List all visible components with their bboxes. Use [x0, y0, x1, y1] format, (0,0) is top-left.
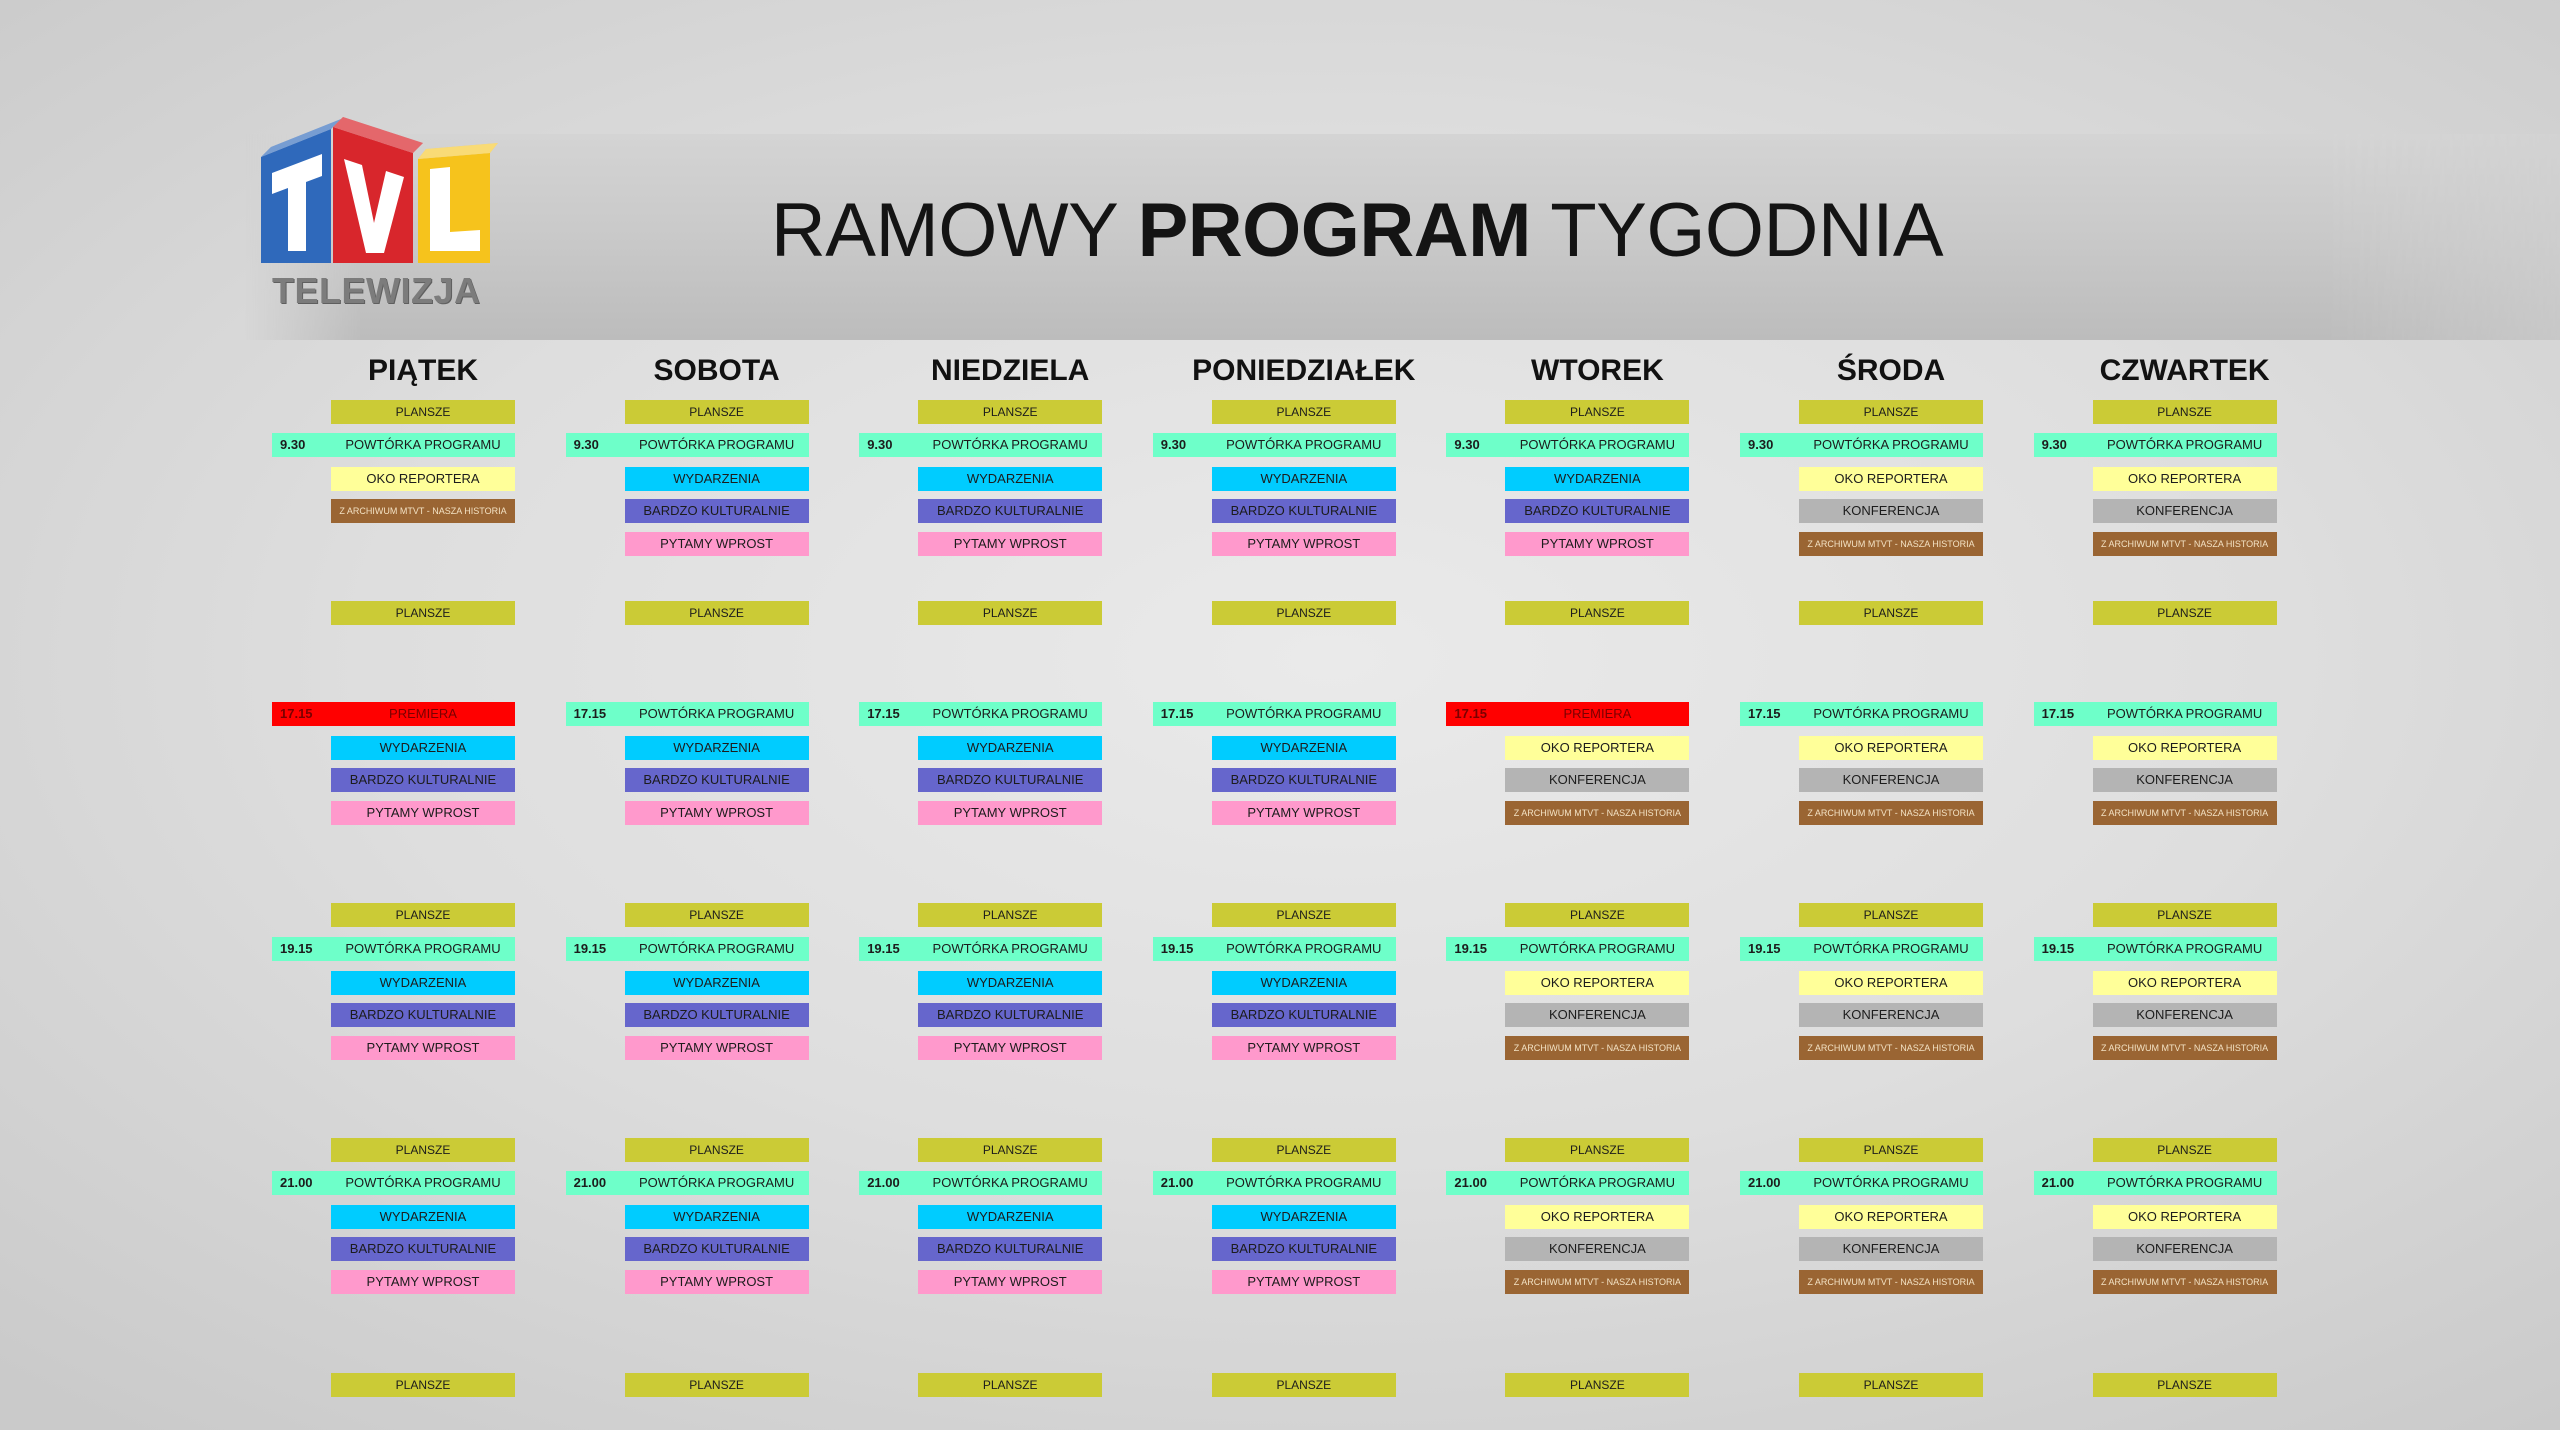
program-item-wydarzenia: WYDARZENIA — [918, 736, 1102, 760]
program-item-konferencja: KONFERENCJA — [1505, 1003, 1689, 1027]
program-item-pytamy: PYTAMY WPROST — [331, 1270, 515, 1294]
program-label: POWTÓRKA PROGRAMU — [638, 941, 795, 956]
program-item-pytamy: PYTAMY WPROST — [625, 1036, 809, 1060]
air-time-label: 21.00 — [1454, 1175, 1487, 1190]
air-time-label: 9.30 — [867, 437, 893, 452]
air-time-label: 9.30 — [280, 437, 306, 452]
program-label: POWTÓRKA PROGRAMU — [932, 1175, 1088, 1190]
plansze-slot: PLANSZE — [918, 1138, 1102, 1162]
program-label: POWTÓRKA PROGRAMU — [2106, 1175, 2263, 1190]
plansze-slot: PLANSZE — [918, 1373, 1102, 1397]
rerun-row — [1740, 1171, 1983, 1195]
program-item-kulturalnie: BARDZO KULTURALNIE — [1505, 499, 1689, 523]
air-time-label: 21.00 — [1160, 1175, 1194, 1190]
air-time-label: 21.00 — [573, 1175, 607, 1190]
plansze-slot: PLANSZE — [1505, 400, 1689, 424]
rerun-row — [272, 433, 515, 457]
program-item-kulturalnie: BARDZO KULTURALNIE — [1212, 1003, 1396, 1027]
plansze-slot: PLANSZE — [331, 400, 515, 424]
program-item-wydarzenia: WYDARZENIA — [331, 971, 515, 995]
program-label: POWTÓRKA PROGRAMU — [932, 706, 1088, 721]
plansze-slot: PLANSZE — [625, 400, 809, 424]
logo-subtitle: TELEWIZJA — [272, 270, 481, 311]
air-time-label: 21.00 — [280, 1175, 313, 1190]
air-time-label: 19.15 — [280, 941, 313, 956]
plansze-slot: PLANSZE — [918, 601, 1102, 625]
rerun-row — [1740, 702, 1983, 726]
program-item-kulturalnie: BARDZO KULTURALNIE — [625, 499, 809, 523]
plansze-slot: PLANSZE — [1505, 601, 1689, 625]
program-item-pytamy: PYTAMY WPROST — [918, 532, 1102, 556]
program-item-wydarzenia: WYDARZENIA — [625, 971, 809, 995]
program-label: POWTÓRKA PROGRAMU — [345, 1175, 501, 1190]
program-label: POWTÓRKA PROGRAMU — [638, 706, 795, 721]
program-item-konferencja: KONFERENCJA — [1505, 1237, 1689, 1261]
program-item-archiwum: Z ARCHIWUM MTVT - NASZA HISTORIA — [1505, 1036, 1689, 1060]
program-item-oko: OKO REPORTERA — [2093, 467, 2277, 491]
plansze-slot: PLANSZE — [1212, 1138, 1396, 1162]
program-item-wydarzenia: WYDARZENIA — [625, 1205, 809, 1229]
program-item-pytamy: PYTAMY WPROST — [1212, 532, 1396, 556]
plansze-slot: PLANSZE — [1212, 1373, 1396, 1397]
day-header: CZWARTEK — [2099, 354, 2270, 387]
program-item-archiwum: Z ARCHIWUM MTVT - NASZA HISTORIA — [1505, 1270, 1689, 1294]
program-label: POWTÓRKA PROGRAMU — [1519, 1175, 1676, 1190]
rerun-row — [566, 433, 809, 457]
plansze-slot: PLANSZE — [1799, 1373, 1983, 1397]
rerun-row — [2034, 702, 2277, 726]
program-item-archiwum: Z ARCHIWUM MTVT - NASZA HISTORIA — [1505, 801, 1689, 825]
premiere-row — [1446, 702, 1689, 726]
air-time-label: 21.00 — [2041, 1175, 2075, 1190]
program-label: POWTÓRKA PROGRAMU — [2106, 437, 2263, 452]
plansze-slot: PLANSZE — [1799, 601, 1983, 625]
program-item-oko: OKO REPORTERA — [1799, 467, 1983, 491]
program-item-pytamy: PYTAMY WPROST — [1212, 801, 1396, 825]
program-label: POWTÓRKA PROGRAMU — [1813, 437, 1969, 452]
program-item-wydarzenia: WYDARZENIA — [625, 736, 809, 760]
day-header: PONIEDZIAŁEK — [1192, 354, 1416, 387]
rerun-row — [566, 702, 809, 726]
program-item-konferencja: KONFERENCJA — [1799, 499, 1983, 523]
air-time-label: 19.15 — [1454, 941, 1487, 956]
program-item-kulturalnie: BARDZO KULTURALNIE — [1212, 1237, 1396, 1261]
program-label: POWTÓRKA PROGRAMU — [1813, 706, 1969, 721]
program-item-wydarzenia: WYDARZENIA — [331, 736, 515, 760]
program-item-kulturalnie: BARDZO KULTURALNIE — [625, 1003, 809, 1027]
rerun-row — [272, 937, 515, 961]
air-time-label: 9.30 — [573, 437, 599, 452]
plansze-slot: PLANSZE — [1212, 601, 1396, 625]
day-header: ŚRODA — [1836, 354, 1946, 387]
program-item-oko: OKO REPORTERA — [1505, 971, 1689, 995]
rerun-row — [2034, 937, 2277, 961]
program-item-archiwum: Z ARCHIWUM MTVT - NASZA HISTORIA — [331, 499, 515, 523]
plansze-slot: PLANSZE — [1505, 1373, 1689, 1397]
rerun-row — [1153, 937, 1396, 961]
program-item-archiwum: Z ARCHIWUM MTVT - NASZA HISTORIA — [2093, 801, 2277, 825]
plansze-slot: PLANSZE — [331, 601, 515, 625]
program-item-pytamy: PYTAMY WPROST — [625, 1270, 809, 1294]
program-item-kulturalnie: BARDZO KULTURALNIE — [918, 499, 1102, 523]
program-label: POWTÓRKA PROGRAMU — [2106, 941, 2263, 956]
plansze-slot: PLANSZE — [2093, 1373, 2277, 1397]
premiere-row — [272, 702, 515, 726]
rerun-row — [1446, 1171, 1689, 1195]
program-item-archiwum: Z ARCHIWUM MTVT - NASZA HISTORIA — [2093, 1036, 2277, 1060]
program-item-oko: OKO REPORTERA — [1799, 736, 1983, 760]
program-item-archiwum: Z ARCHIWUM MTVT - NASZA HISTORIA — [1799, 1270, 1983, 1294]
plansze-slot: PLANSZE — [918, 903, 1102, 927]
program-item-oko: OKO REPORTERA — [1505, 736, 1689, 760]
program-label: POWTÓRKA PROGRAMU — [1519, 941, 1676, 956]
program-item-pytamy: PYTAMY WPROST — [1212, 1036, 1396, 1060]
program-label: POWTÓRKA PROGRAMU — [1226, 706, 1382, 721]
day-header: SOBOTA — [653, 354, 780, 387]
plansze-slot: PLANSZE — [331, 1138, 515, 1162]
air-time-label: 17.15 — [280, 706, 313, 721]
plansze-slot: PLANSZE — [1799, 903, 1983, 927]
plansze-slot: PLANSZE — [2093, 903, 2277, 927]
rerun-row — [1153, 433, 1396, 457]
plansze-slot: PLANSZE — [2093, 1138, 2277, 1162]
plansze-slot: PLANSZE — [1799, 400, 1983, 424]
rerun-row — [1446, 937, 1689, 961]
program-item-kulturalnie: BARDZO KULTURALNIE — [918, 1003, 1102, 1027]
program-item-kulturalnie: BARDZO KULTURALNIE — [1212, 499, 1396, 523]
rerun-row — [859, 1171, 1102, 1195]
day-header: WTOREK — [1531, 354, 1664, 387]
program-item-oko: OKO REPORTERA — [2093, 736, 2277, 760]
program-item-oko: OKO REPORTERA — [2093, 971, 2277, 995]
rerun-row — [1740, 433, 1983, 457]
day-column — [272, 0, 515, 1430]
air-time-label: 17.15 — [1160, 706, 1194, 721]
program-item-pytamy: PYTAMY WPROST — [918, 1270, 1102, 1294]
rerun-row — [2034, 1171, 2277, 1195]
rerun-row — [1153, 702, 1396, 726]
program-item-wydarzenia: WYDARZENIA — [331, 1205, 515, 1229]
rerun-row — [1153, 1171, 1396, 1195]
program-item-wydarzenia: WYDARZENIA — [918, 971, 1102, 995]
day-header: PIĄTEK — [367, 354, 478, 387]
program-label: POWTÓRKA PROGRAMU — [1226, 1175, 1382, 1190]
program-item-pytamy: PYTAMY WPROST — [331, 1036, 515, 1060]
program-item-kulturalnie: BARDZO KULTURALNIE — [625, 768, 809, 792]
air-time-label: 19.15 — [573, 941, 607, 956]
rerun-row — [2034, 433, 2277, 457]
program-item-kulturalnie: BARDZO KULTURALNIE — [1212, 768, 1396, 792]
plansze-slot: PLANSZE — [2093, 400, 2277, 424]
program-item-wydarzenia: WYDARZENIA — [1212, 736, 1396, 760]
air-time-label: 9.30 — [1748, 437, 1774, 452]
plansze-slot: PLANSZE — [625, 601, 809, 625]
rerun-row — [566, 1171, 809, 1195]
program-item-oko: OKO REPORTERA — [1799, 971, 1983, 995]
air-time-label: 9.30 — [2041, 437, 2067, 452]
plansze-slot: PLANSZE — [918, 400, 1102, 424]
program-label: POWTÓRKA PROGRAMU — [932, 437, 1088, 452]
air-time-label: 17.15 — [1748, 706, 1781, 721]
program-label: POWTÓRKA PROGRAMU — [2106, 706, 2263, 721]
program-label: POWTÓRKA PROGRAMU — [932, 941, 1088, 956]
day-column — [566, 0, 809, 1430]
program-item-pytamy: PYTAMY WPROST — [1212, 1270, 1396, 1294]
plansze-slot: PLANSZE — [1505, 1138, 1689, 1162]
air-time-label: 9.30 — [1160, 437, 1187, 452]
program-item-archiwum: Z ARCHIWUM MTVT - NASZA HISTORIA — [1799, 1036, 1983, 1060]
program-item-konferencja: KONFERENCJA — [2093, 499, 2277, 523]
program-item-pytamy: PYTAMY WPROST — [625, 801, 809, 825]
program-item-kulturalnie: BARDZO KULTURALNIE — [918, 768, 1102, 792]
program-label: POWTÓRKA PROGRAMU — [638, 1175, 795, 1190]
program-item-archiwum: Z ARCHIWUM MTVT - NASZA HISTORIA — [1799, 532, 1983, 556]
day-column — [1740, 0, 1983, 1430]
program-item-konferencja: KONFERENCJA — [2093, 1003, 2277, 1027]
program-item-wydarzenia: WYDARZENIA — [918, 1205, 1102, 1229]
day-column — [859, 0, 1102, 1430]
rerun-row — [566, 937, 809, 961]
program-label: POWTÓRKA PROGRAMU — [1813, 1175, 1969, 1190]
program-item-archiwum: Z ARCHIWUM MTVT - NASZA HISTORIA — [2093, 532, 2277, 556]
program-item-oko: OKO REPORTERA — [1799, 1205, 1983, 1229]
rerun-row — [1740, 937, 1983, 961]
program-item-oko: OKO REPORTERA — [2093, 1205, 2277, 1229]
program-item-kulturalnie: BARDZO KULTURALNIE — [331, 1237, 515, 1261]
plansze-slot: PLANSZE — [331, 1373, 515, 1397]
title-part-1: RAMOWY — [770, 188, 1117, 273]
program-label: POWTÓRKA PROGRAMU — [345, 437, 501, 452]
program-item-kulturalnie: BARDZO KULTURALNIE — [331, 1003, 515, 1027]
program-item-oko: OKO REPORTERA — [1505, 1205, 1689, 1229]
program-item-konferencja: KONFERENCJA — [1799, 768, 1983, 792]
day-column — [2034, 0, 2277, 1430]
program-item-kulturalnie: BARDZO KULTURALNIE — [331, 768, 515, 792]
program-item-wydarzenia: WYDARZENIA — [625, 467, 809, 491]
program-label: PREMIERA — [389, 706, 457, 721]
program-label: POWTÓRKA PROGRAMU — [1226, 437, 1382, 452]
rerun-row — [859, 702, 1102, 726]
rerun-row — [272, 1171, 515, 1195]
program-item-pytamy: PYTAMY WPROST — [918, 1036, 1102, 1060]
plansze-slot: PLANSZE — [1799, 1138, 1983, 1162]
air-time-label: 17.15 — [867, 706, 900, 721]
program-item-wydarzenia: WYDARZENIA — [1212, 1205, 1396, 1229]
air-time-label: 21.00 — [867, 1175, 900, 1190]
program-item-kulturalnie: BARDZO KULTURALNIE — [918, 1237, 1102, 1261]
plansze-slot: PLANSZE — [331, 903, 515, 927]
program-item-wydarzenia: WYDARZENIA — [1212, 467, 1396, 491]
air-time-label: 21.00 — [1748, 1175, 1781, 1190]
program-label: POWTÓRKA PROGRAMU — [638, 437, 795, 452]
air-time-label: 19.15 — [867, 941, 900, 956]
program-item-konferencja: KONFERENCJA — [1505, 768, 1689, 792]
program-item-kulturalnie: BARDZO KULTURALNIE — [625, 1237, 809, 1261]
program-item-pytamy: PYTAMY WPROST — [1505, 532, 1689, 556]
program-item-konferencja: KONFERENCJA — [2093, 768, 2277, 792]
air-time-label: 17.15 — [1454, 706, 1487, 721]
air-time-label: 19.15 — [2041, 941, 2075, 956]
program-label: POWTÓRKA PROGRAMU — [345, 941, 501, 956]
program-item-konferencja: KONFERENCJA — [1799, 1003, 1983, 1027]
program-label: POWTÓRKA PROGRAMU — [1519, 437, 1676, 452]
day-column — [1153, 0, 1416, 1430]
program-label: POWTÓRKA PROGRAMU — [1813, 941, 1969, 956]
program-item-wydarzenia: WYDARZENIA — [1505, 467, 1689, 491]
program-label: POWTÓRKA PROGRAMU — [1226, 941, 1382, 956]
rerun-row — [859, 937, 1102, 961]
plansze-slot: PLANSZE — [1212, 400, 1396, 424]
plansze-slot: PLANSZE — [2093, 601, 2277, 625]
program-item-pytamy: PYTAMY WPROST — [331, 801, 515, 825]
title-part-bold: PROGRAM — [1137, 188, 1531, 273]
rerun-row — [859, 433, 1102, 457]
air-time-label: 19.15 — [1748, 941, 1781, 956]
program-item-konferencja: KONFERENCJA — [1799, 1237, 1983, 1261]
rerun-row — [1446, 433, 1689, 457]
program-item-pytamy: PYTAMY WPROST — [918, 801, 1102, 825]
air-time-label: 17.15 — [573, 706, 607, 721]
program-label: PREMIERA — [1563, 706, 1632, 721]
title-part-2: TYGODNIA — [1550, 188, 1944, 273]
program-item-wydarzenia: WYDARZENIA — [918, 467, 1102, 491]
program-item-archiwum: Z ARCHIWUM MTVT - NASZA HISTORIA — [1799, 801, 1983, 825]
plansze-slot: PLANSZE — [625, 903, 809, 927]
program-item-oko: OKO REPORTERA — [331, 467, 515, 491]
plansze-slot: PLANSZE — [625, 1138, 809, 1162]
air-time-label: 19.15 — [1160, 941, 1194, 956]
program-item-wydarzenia: WYDARZENIA — [1212, 971, 1396, 995]
program-item-konferencja: KONFERENCJA — [2093, 1237, 2277, 1261]
air-time-label: 9.30 — [1454, 437, 1480, 452]
plansze-slot: PLANSZE — [1505, 903, 1689, 927]
day-column — [1446, 0, 1689, 1430]
air-time-label: 17.15 — [2041, 706, 2075, 721]
plansze-slot: PLANSZE — [1212, 903, 1396, 927]
program-item-archiwum: Z ARCHIWUM MTVT - NASZA HISTORIA — [2093, 1270, 2277, 1294]
program-item-pytamy: PYTAMY WPROST — [625, 532, 809, 556]
day-header: NIEDZIELA — [931, 354, 1090, 387]
plansze-slot: PLANSZE — [625, 1373, 809, 1397]
